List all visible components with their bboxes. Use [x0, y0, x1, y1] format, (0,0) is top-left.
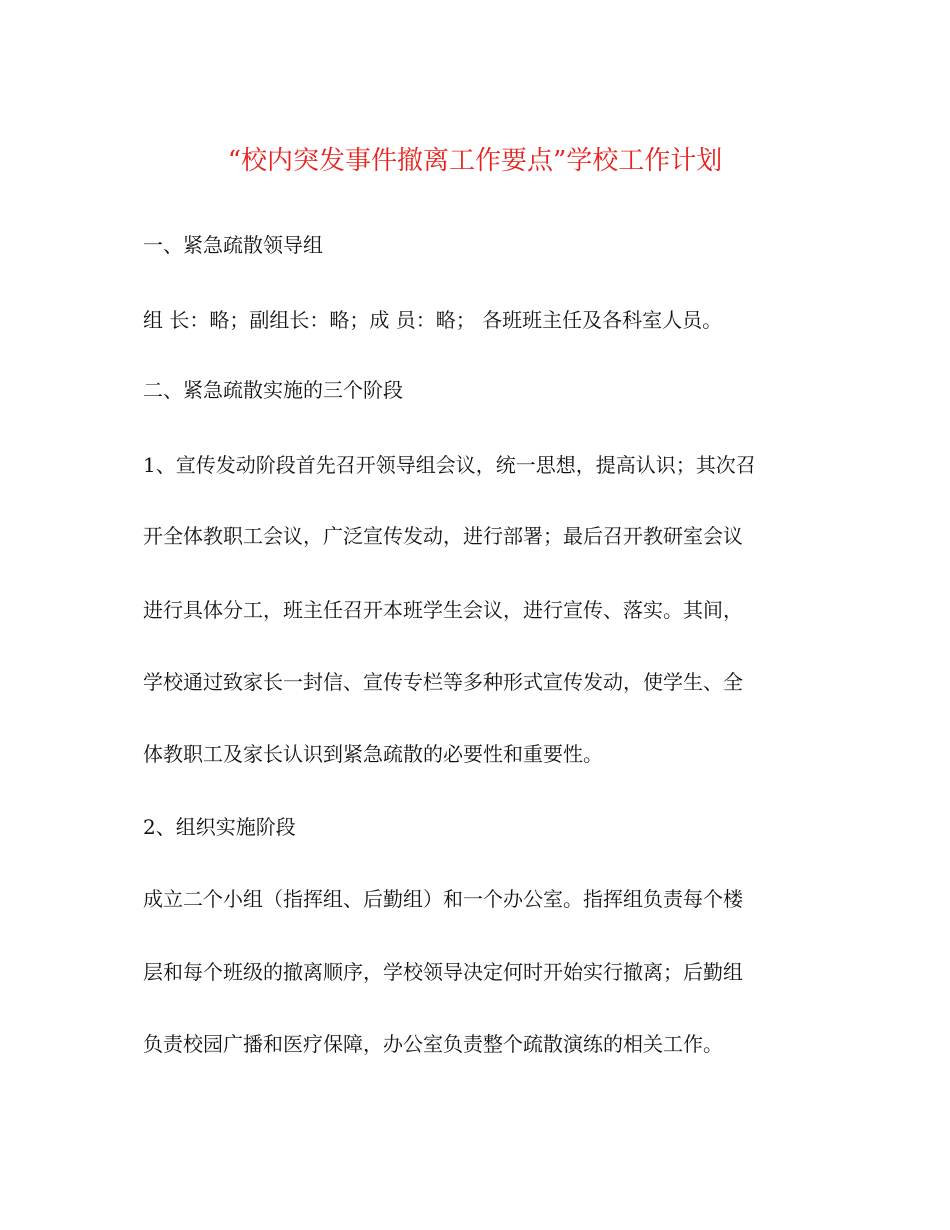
leadership-members-line: 组 长：略；副组长：略；成 员：略； 各班班主任及各科室人员。 [143, 308, 723, 332]
section-heading-1: 一、紧急疏散领导组 [143, 233, 323, 257]
paragraph-line: 负责校园广播和医疗保障，办公室负责整个疏散演练的相关工作。 [143, 1032, 723, 1056]
paragraph-line: 进行具体分工，班主任召开本班学生会议，进行宣传、落实。其间， [143, 598, 743, 622]
paragraph-line: 1、宣传发动阶段首先召开领导组会议，统一思想，提高认识；其次召 [143, 453, 756, 477]
paragraph-line: 开全体教职工会议，广泛宣传发动，进行部署；最后召开教研室会议 [143, 524, 743, 548]
paragraph-line: 体教职工及家长认识到紧急疏散的必要性和重要性。 [143, 742, 603, 766]
paragraph-line: 学校通过致家长一封信、宣传专栏等多种形式宣传发动，使学生、全 [143, 670, 743, 694]
paragraph-line: 成立二个小组（指挥组、后勤组）和一个办公室。指挥组负责每个楼 [143, 887, 743, 911]
document-title: “校内突发事件撤离工作要点”学校工作计划 [227, 146, 723, 176]
paragraph-line: 层和每个班级的撤离顺序，学校领导决定何时开始实行撤离；后勤组 [143, 960, 743, 984]
section-heading-2: 二、紧急疏散实施的三个阶段 [143, 378, 403, 402]
subsection-heading-2: 2、组织实施阶段 [143, 815, 296, 839]
